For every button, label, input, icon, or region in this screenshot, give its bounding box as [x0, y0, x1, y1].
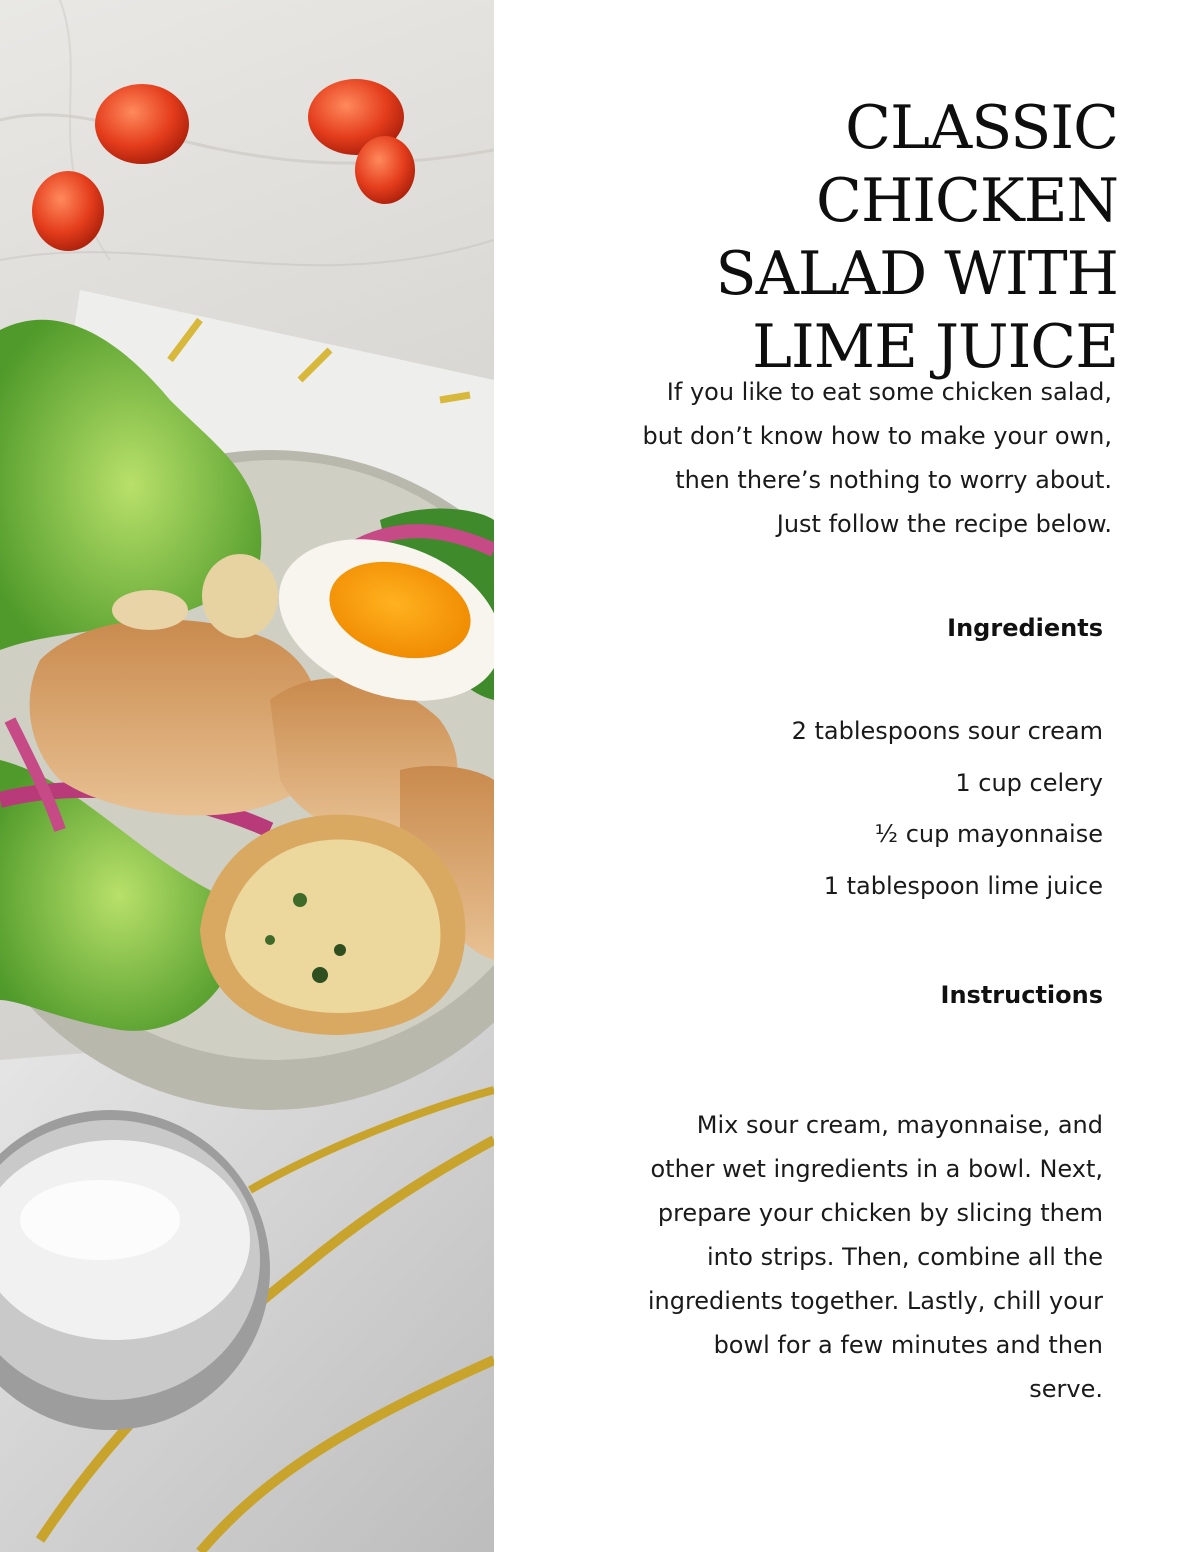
intro-line: but don’t know how to make your own,: [642, 422, 1112, 450]
recipe-intro: [552, 370, 1112, 546]
ingredient-item: 1 tablespoon lime juice: [823, 871, 1103, 900]
instruction-line: serve.: [1029, 1375, 1103, 1403]
tomato-icon: [355, 136, 415, 204]
title-line: CLASSIC CHICKEN: [816, 93, 1118, 236]
intro-line: Just follow the recipe below.: [776, 510, 1112, 538]
title-line: LIME JUICE: [752, 312, 1118, 382]
instructions-text: [543, 1103, 1103, 1411]
recipe-title: [558, 92, 1118, 384]
ingredient-item: ½ cup mayonnaise: [874, 820, 1103, 848]
ingredient-item: 2 tablespoons sour cream: [791, 717, 1103, 745]
intro-line: If you like to eat some chicken salad,: [666, 378, 1112, 406]
salad-photo: [0, 0, 494, 1552]
instruction-line: bowl for a few minutes and then: [713, 1331, 1103, 1359]
tomato-icon: [95, 84, 189, 164]
title-line: SALAD WITH: [715, 239, 1118, 309]
ingredient-item: 1 cup celery: [955, 768, 1103, 797]
instruction-line: into strips. Then, combine all the: [707, 1243, 1103, 1271]
instructions-heading: Instructions: [940, 981, 1103, 1009]
ingredients-list: [603, 706, 1103, 912]
instruction-line: prepare your chicken by slicing them: [657, 1199, 1103, 1227]
ingredients-heading: Ingredients: [947, 614, 1103, 642]
instruction-line: other wet ingredients in a bowl. Next,: [650, 1155, 1103, 1183]
instruction-line: Mix sour cream, mayonnaise, and: [696, 1111, 1103, 1139]
instruction-line: ingredients together. Lastly, chill your: [647, 1287, 1103, 1315]
salad-illustration: [0, 0, 494, 1552]
tomato-icon: [32, 171, 104, 251]
intro-line: then there’s nothing to worry about.: [675, 466, 1112, 494]
